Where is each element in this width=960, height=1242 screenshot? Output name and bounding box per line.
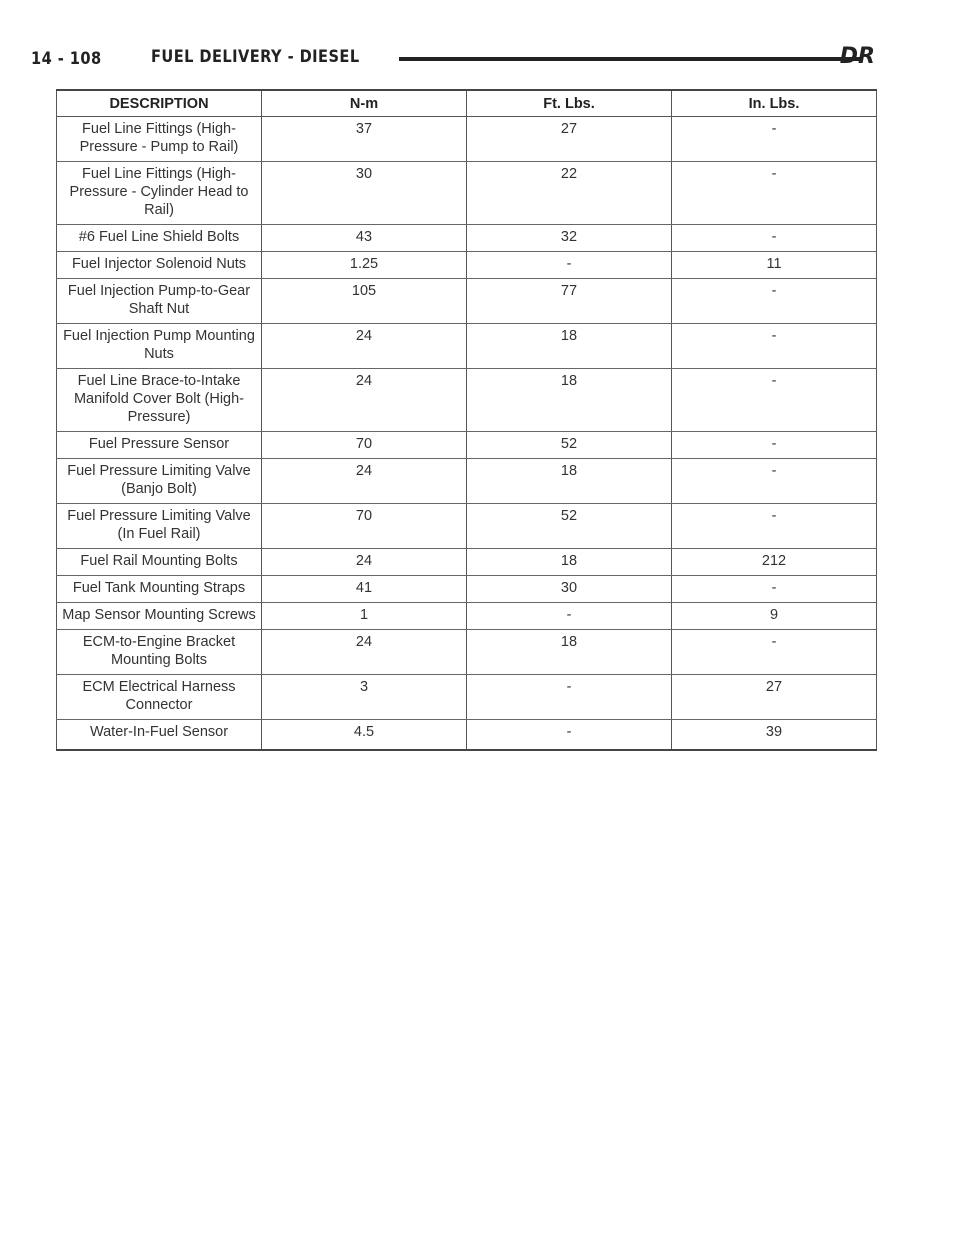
- cell-nm: 24: [262, 324, 467, 369]
- cell-description: Fuel Rail Mounting Bolts: [57, 549, 262, 576]
- table-row: [57, 432, 877, 459]
- cell-in-lbs: -: [672, 432, 877, 459]
- table-row: [57, 279, 877, 324]
- cell-ft-lbs: 18: [467, 369, 672, 432]
- table-row: [57, 576, 877, 603]
- table-row: [57, 225, 877, 252]
- cell-nm: 24: [262, 549, 467, 576]
- cell-in-lbs: 39: [672, 720, 877, 751]
- cell-description: ECM Electrical Harness Connector: [57, 675, 262, 720]
- cell-ft-lbs: 18: [467, 324, 672, 369]
- cell-description: #6 Fuel Line Shield Bolts: [57, 225, 262, 252]
- cell-in-lbs: -: [672, 576, 877, 603]
- table-row: [57, 504, 877, 549]
- table-row: [57, 252, 877, 279]
- cell-nm: 70: [262, 504, 467, 549]
- cell-ft-lbs: -: [467, 252, 672, 279]
- cell-in-lbs: -: [672, 279, 877, 324]
- table-row: [57, 324, 877, 369]
- cell-ft-lbs: 18: [467, 549, 672, 576]
- cell-ft-lbs: 27: [467, 117, 672, 162]
- cell-nm: 3: [262, 675, 467, 720]
- cell-nm: 43: [262, 225, 467, 252]
- cell-description: Fuel Line Brace-to-Intake Manifold Cover Bolt (High-Pressure): [57, 369, 262, 432]
- cell-description: Water-In-Fuel Sensor: [57, 720, 262, 751]
- column-header-nm: N-m: [262, 90, 467, 117]
- page-number: 14 - 108: [31, 49, 102, 69]
- cell-description: Fuel Line Fittings (High-Pressure - Pump to Rail): [57, 117, 262, 162]
- cell-ft-lbs: 52: [467, 432, 672, 459]
- cell-in-lbs: 9: [672, 603, 877, 630]
- page-header: [31, 44, 877, 74]
- cell-description: Map Sensor Mounting Screws: [57, 603, 262, 630]
- cell-in-lbs: -: [672, 504, 877, 549]
- cell-ft-lbs: -: [467, 603, 672, 630]
- cell-description: Fuel Pressure Sensor: [57, 432, 262, 459]
- cell-description: Fuel Injector Solenoid Nuts: [57, 252, 262, 279]
- cell-description: Fuel Injection Pump-to-Gear Shaft Nut: [57, 279, 262, 324]
- cell-ft-lbs: 77: [467, 279, 672, 324]
- cell-nm: 30: [262, 162, 467, 225]
- cell-description: Fuel Line Fittings (High-Pressure - Cylinder Head to Rail): [57, 162, 262, 225]
- cell-description: Fuel Tank Mounting Straps: [57, 576, 262, 603]
- torque-spec-table: [56, 89, 877, 751]
- cell-nm: 4.5: [262, 720, 467, 751]
- cell-description: Fuel Pressure Limiting Valve (Banjo Bolt): [57, 459, 262, 504]
- column-header-in-lbs: In. Lbs.: [672, 90, 877, 117]
- cell-in-lbs: -: [672, 225, 877, 252]
- cell-ft-lbs: -: [467, 720, 672, 751]
- cell-nm: 1: [262, 603, 467, 630]
- cell-ft-lbs: 32: [467, 225, 672, 252]
- table-row: [57, 630, 877, 675]
- column-header-description: DESCRIPTION: [57, 90, 262, 117]
- cell-ft-lbs: 18: [467, 459, 672, 504]
- cell-nm: 1.25: [262, 252, 467, 279]
- cell-nm: 24: [262, 369, 467, 432]
- cell-nm: 24: [262, 630, 467, 675]
- table-row: [57, 162, 877, 225]
- cell-nm: 24: [262, 459, 467, 504]
- cell-description: Fuel Injection Pump Mounting Nuts: [57, 324, 262, 369]
- cell-in-lbs: -: [672, 162, 877, 225]
- brand-mark: DR: [839, 44, 875, 69]
- table-row: [57, 720, 877, 751]
- section-title: FUEL DELIVERY - DIESEL: [151, 47, 360, 67]
- cell-in-lbs: -: [672, 117, 877, 162]
- cell-ft-lbs: 22: [467, 162, 672, 225]
- cell-in-lbs: -: [672, 324, 877, 369]
- cell-nm: 37: [262, 117, 467, 162]
- table-row: [57, 459, 877, 504]
- cell-in-lbs: 27: [672, 675, 877, 720]
- cell-in-lbs: -: [672, 369, 877, 432]
- cell-in-lbs: 212: [672, 549, 877, 576]
- cell-nm: 105: [262, 279, 467, 324]
- table-row: [57, 117, 877, 162]
- table-row: [57, 675, 877, 720]
- cell-nm: 70: [262, 432, 467, 459]
- table-row: [57, 603, 877, 630]
- cell-in-lbs: 11: [672, 252, 877, 279]
- cell-description: Fuel Pressure Limiting Valve (In Fuel Rail): [57, 504, 262, 549]
- column-header-ft-lbs: Ft. Lbs.: [467, 90, 672, 117]
- cell-description: ECM-to-Engine Bracket Mounting Bolts: [57, 630, 262, 675]
- table-row: [57, 369, 877, 432]
- cell-nm: 41: [262, 576, 467, 603]
- cell-ft-lbs: 18: [467, 630, 672, 675]
- cell-in-lbs: -: [672, 630, 877, 675]
- cell-ft-lbs: -: [467, 675, 672, 720]
- table-row: [57, 549, 877, 576]
- table-header-row: [57, 90, 877, 117]
- cell-in-lbs: -: [672, 459, 877, 504]
- cell-ft-lbs: 30: [467, 576, 672, 603]
- cell-ft-lbs: 52: [467, 504, 672, 549]
- header-rule: [399, 57, 861, 61]
